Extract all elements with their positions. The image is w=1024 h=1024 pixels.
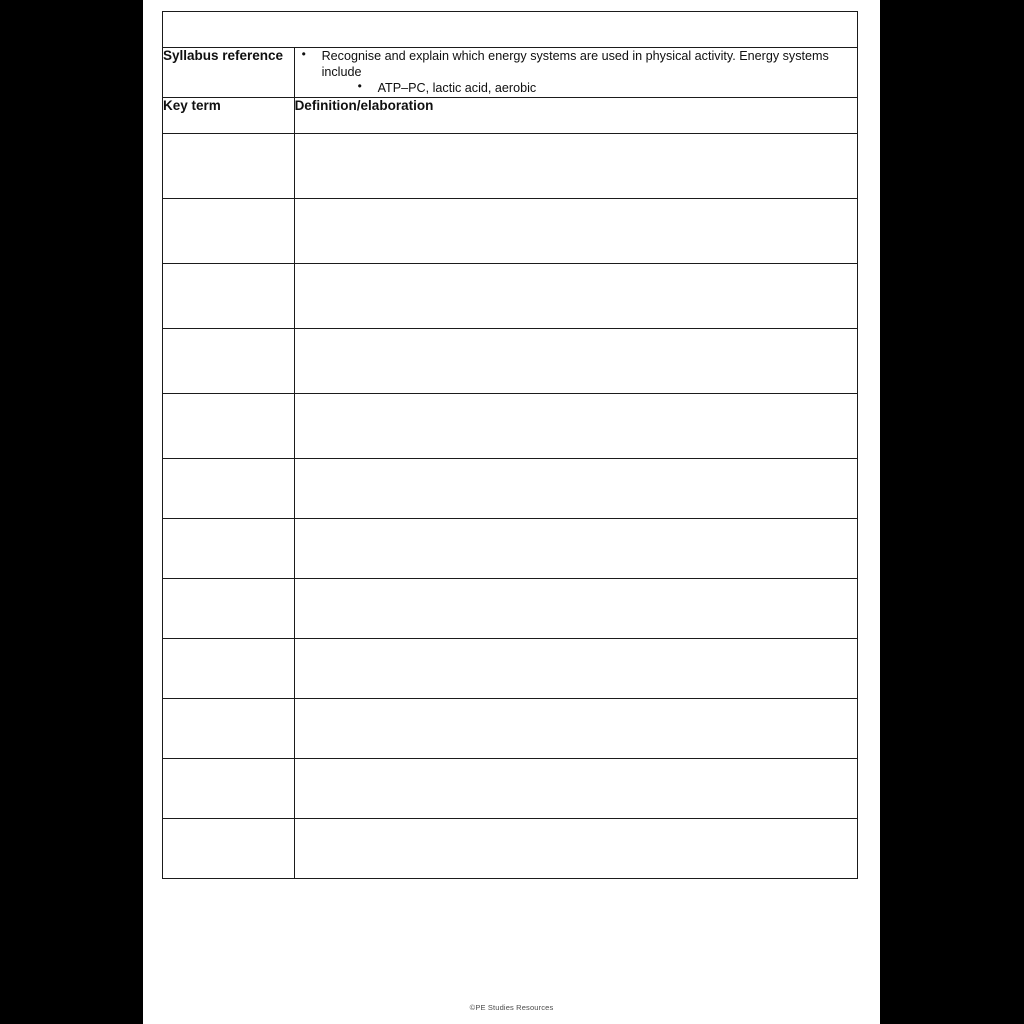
- definition-cell[interactable]: [294, 393, 857, 458]
- key-term-cell[interactable]: [163, 758, 295, 818]
- definition-column-heading: Definition/elaboration: [294, 97, 857, 133]
- definition-cell[interactable]: [294, 578, 857, 638]
- definition-cell[interactable]: [294, 758, 857, 818]
- syllabus-reference-content: [294, 48, 857, 98]
- definition-cell[interactable]: [294, 133, 857, 198]
- energy-systems-worksheet-table: [162, 11, 858, 879]
- table-row: [163, 818, 858, 878]
- table-row: [163, 458, 858, 518]
- key-term-cell[interactable]: [163, 393, 295, 458]
- page-title: QCE Physical Education Studies – Energy Systems: [318, 12, 702, 29]
- definition-cell[interactable]: [294, 698, 857, 758]
- definition-cell[interactable]: [294, 638, 857, 698]
- key-term-cell[interactable]: [163, 578, 295, 638]
- definition-cell[interactable]: [294, 263, 857, 328]
- key-term-cell[interactable]: [163, 518, 295, 578]
- table-row: [163, 328, 858, 393]
- key-term-cell[interactable]: [163, 133, 295, 198]
- key-term-cell[interactable]: [163, 458, 295, 518]
- table-row: [163, 133, 858, 198]
- key-term-cell[interactable]: [163, 198, 295, 263]
- key-term-cell[interactable]: [163, 698, 295, 758]
- table-row: [163, 698, 858, 758]
- key-term-cell[interactable]: [163, 328, 295, 393]
- definition-cell[interactable]: [294, 518, 857, 578]
- table-row: [163, 578, 858, 638]
- syllabus-sub-bullet-text: ATP–PC, lactic acid, aerobic: [377, 81, 537, 96]
- syllabus-sub-bullet-list: [322, 80, 857, 97]
- definition-cell[interactable]: [294, 328, 857, 393]
- syllabus-bullet-item: [295, 48, 857, 97]
- definition-cell[interactable]: [294, 818, 857, 878]
- title-banner-row: [163, 12, 858, 48]
- table-row: [163, 638, 858, 698]
- document-page: [143, 0, 880, 1024]
- syllabus-sub-bullet-item: [322, 80, 857, 97]
- syllabus-bullet-text: Recognise and explain which energy systems are used in physical activity. Energy systems include: [321, 49, 829, 80]
- syllabus-reference-label: Syllabus reference: [163, 48, 295, 98]
- key-term-cell[interactable]: [163, 638, 295, 698]
- table-row: [163, 393, 858, 458]
- definition-cell[interactable]: [294, 458, 857, 518]
- table-row: [163, 518, 858, 578]
- key-term-cell[interactable]: [163, 263, 295, 328]
- key-term-column-heading: Key term: [163, 97, 295, 133]
- page-footer-copyright: ©PE Studies Resources: [469, 1003, 554, 1012]
- column-heading-row: [163, 97, 858, 133]
- key-term-cell[interactable]: [163, 818, 295, 878]
- title-banner-cell: [163, 12, 858, 48]
- table-row: [163, 198, 858, 263]
- definition-cell[interactable]: [294, 198, 857, 263]
- table-row: [163, 263, 858, 328]
- syllabus-reference-row: [163, 48, 858, 98]
- syllabus-bullet-list: [295, 48, 857, 97]
- table-row: [163, 758, 858, 818]
